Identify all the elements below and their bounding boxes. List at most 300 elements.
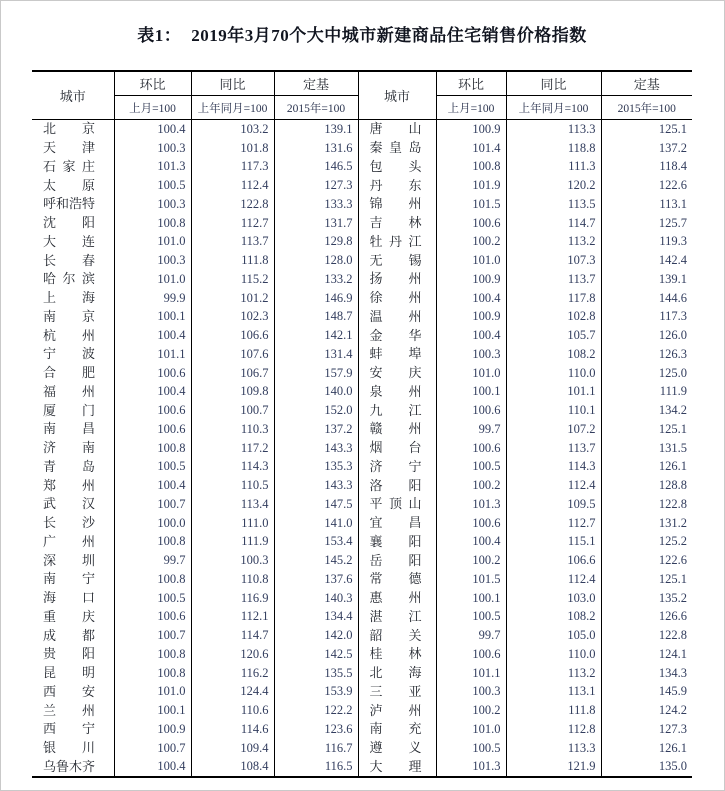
mom-value-left: 100.5 (114, 176, 191, 195)
yoy-value-left: 116.9 (191, 589, 274, 608)
mom-value-left: 100.1 (114, 308, 191, 327)
yoy-value-right: 109.5 (506, 495, 601, 514)
mom-value-left: 100.4 (114, 758, 191, 778)
fixed-value-left: 137.6 (274, 570, 358, 589)
city-name: 福州 (43, 383, 95, 399)
mom-value-right: 101.4 (436, 139, 506, 158)
city-name: 常德 (369, 571, 422, 587)
fixed-value-left: 123.6 (274, 720, 358, 739)
city-cell-right (358, 195, 436, 214)
fixed-value-left: 142.0 (274, 626, 358, 645)
yoy-value-right: 113.7 (506, 439, 601, 458)
fixed-value-left: 145.2 (274, 551, 358, 570)
yoy-value-left: 100.3 (191, 551, 274, 570)
mom-value-right: 100.4 (436, 289, 506, 308)
city-name: 惠州 (369, 590, 422, 606)
city-cell-right (358, 683, 436, 702)
yoy-value-right: 113.7 (506, 270, 601, 289)
yoy-value-left: 103.2 (191, 120, 274, 139)
header-yoy-right: 同比 (506, 71, 601, 96)
mom-value-left: 100.8 (114, 214, 191, 233)
city-name: 锦州 (369, 196, 422, 212)
city-cell-right (358, 120, 436, 139)
city-name: 秦皇岛 (369, 140, 422, 156)
fixed-value-left: 146.9 (274, 289, 358, 308)
fixed-value-right: 125.7 (601, 214, 692, 233)
fixed-value-right: 131.2 (601, 514, 692, 533)
yoy-value-right: 112.7 (506, 514, 601, 533)
fixed-value-right: 128.8 (601, 476, 692, 495)
fixed-value-left: 139.1 (274, 120, 358, 139)
yoy-value-left: 110.3 (191, 420, 274, 439)
fixed-value-left: 135.3 (274, 458, 358, 477)
city-cell-right (358, 176, 436, 195)
yoy-value-right: 113.3 (506, 120, 601, 139)
yoy-value-left: 111.0 (191, 514, 274, 533)
yoy-value-left: 109.4 (191, 739, 274, 758)
yoy-value-left: 120.6 (191, 645, 274, 664)
city-name: 长沙 (43, 515, 95, 531)
city-cell-left (32, 345, 114, 364)
yoy-value-left: 101.8 (191, 139, 274, 158)
yoy-value-left: 106.6 (191, 326, 274, 345)
fixed-value-left: 122.2 (274, 701, 358, 720)
city-cell-right (358, 739, 436, 758)
mom-value-left: 100.8 (114, 645, 191, 664)
yoy-value-right: 111.3 (506, 158, 601, 177)
mom-value-right: 100.9 (436, 308, 506, 327)
city-name: 桂林 (369, 646, 422, 662)
table-row (32, 439, 692, 458)
city-name: 平顶山 (369, 496, 422, 512)
city-name: 南充 (369, 721, 422, 737)
yoy-value-left: 112.4 (191, 176, 274, 195)
yoy-value-left: 113.4 (191, 495, 274, 514)
mom-value-left: 100.4 (114, 383, 191, 402)
city-name: 宁波 (43, 346, 95, 362)
yoy-value-left: 113.7 (191, 233, 274, 252)
yoy-value-left: 114.7 (191, 626, 274, 645)
table-row (32, 289, 692, 308)
mom-value-right: 101.0 (436, 364, 506, 383)
city-name: 济南 (43, 440, 95, 456)
mom-value-right: 100.4 (436, 533, 506, 552)
city-name: 银川 (43, 740, 95, 756)
table-row (32, 551, 692, 570)
city-cell-right (358, 326, 436, 345)
fixed-value-left: 127.3 (274, 176, 358, 195)
yoy-value-left: 110.5 (191, 476, 274, 495)
mom-value-right: 100.6 (436, 401, 506, 420)
city-cell-right (358, 270, 436, 289)
city-cell-left (32, 739, 114, 758)
city-name: 济宁 (369, 458, 422, 474)
mom-value-left: 100.3 (114, 195, 191, 214)
city-cell-right (358, 139, 436, 158)
city-name: 吉林 (369, 215, 422, 231)
fixed-value-right: 117.3 (601, 308, 692, 327)
table-row (32, 401, 692, 420)
table-row (32, 608, 692, 627)
mom-value-right: 100.3 (436, 683, 506, 702)
fixed-value-right: 125.1 (601, 420, 692, 439)
city-name: 包头 (369, 158, 422, 174)
table-row (32, 495, 692, 514)
mom-value-right: 100.5 (436, 458, 506, 477)
city-cell-right (358, 495, 436, 514)
city-cell-right (358, 533, 436, 552)
mom-value-right: 100.2 (436, 476, 506, 495)
fixed-value-right: 119.3 (601, 233, 692, 252)
table-row (32, 645, 692, 664)
mom-value-right: 101.0 (436, 720, 506, 739)
city-name: 丹东 (369, 177, 422, 193)
yoy-value-right: 120.2 (506, 176, 601, 195)
city-name: 成都 (43, 627, 95, 643)
city-cell-right (358, 758, 436, 778)
mom-value-right: 100.9 (436, 270, 506, 289)
city-cell-left (32, 420, 114, 439)
yoy-value-right: 112.4 (506, 476, 601, 495)
fixed-value-right: 113.1 (601, 195, 692, 214)
mom-value-right: 99.7 (436, 420, 506, 439)
fixed-value-right: 125.2 (601, 533, 692, 552)
city-name: 徐州 (369, 290, 422, 306)
table-row (32, 758, 692, 778)
mom-value-right: 101.3 (436, 758, 506, 778)
city-cell-left (32, 570, 114, 589)
table-row (32, 233, 692, 252)
fixed-value-right: 142.4 (601, 251, 692, 270)
city-cell-left (32, 514, 114, 533)
mom-value-right: 100.1 (436, 589, 506, 608)
city-cell-right (358, 551, 436, 570)
fixed-value-left: 152.0 (274, 401, 358, 420)
table-row (32, 326, 692, 345)
city-name: 蚌埠 (369, 346, 422, 362)
yoy-value-right: 112.4 (506, 570, 601, 589)
city-name: 北京 (43, 121, 95, 137)
city-name: 昆明 (43, 665, 95, 681)
fixed-value-left: 140.3 (274, 589, 358, 608)
city-name: 三亚 (369, 683, 422, 699)
table-row (32, 139, 692, 158)
mom-value-right: 100.2 (436, 701, 506, 720)
table-row (32, 570, 692, 589)
mom-value-left: 100.6 (114, 364, 191, 383)
city-name: 郑州 (43, 477, 95, 493)
fixed-value-right: 139.1 (601, 270, 692, 289)
yoy-value-right: 115.1 (506, 533, 601, 552)
mom-value-right: 101.9 (436, 176, 506, 195)
city-cell-right (358, 383, 436, 402)
table-row (32, 383, 692, 402)
yoy-value-left: 111.9 (191, 533, 274, 552)
table-title-prefix: 表1： (137, 26, 182, 45)
yoy-value-right: 117.8 (506, 289, 601, 308)
mom-value-left: 100.5 (114, 458, 191, 477)
city-name: 上海 (43, 290, 95, 306)
mom-value-left: 101.0 (114, 683, 191, 702)
yoy-value-left: 115.2 (191, 270, 274, 289)
yoy-value-left: 114.3 (191, 458, 274, 477)
city-name: 天津 (43, 140, 95, 156)
yoy-value-left: 112.1 (191, 608, 274, 627)
table-row (32, 195, 692, 214)
mom-value-right: 101.0 (436, 251, 506, 270)
mom-value-right: 101.5 (436, 570, 506, 589)
yoy-value-right: 110.0 (506, 364, 601, 383)
table-row (32, 683, 692, 702)
table-row (32, 120, 692, 139)
fixed-value-right: 124.1 (601, 645, 692, 664)
mom-value-left: 100.6 (114, 608, 191, 627)
fixed-value-left: 142.5 (274, 645, 358, 664)
city-name: 大连 (43, 233, 95, 249)
table-row (32, 308, 692, 327)
city-cell-right (358, 401, 436, 420)
yoy-value-left: 109.8 (191, 383, 274, 402)
city-cell-right (358, 345, 436, 364)
city-name: 泸州 (369, 702, 422, 718)
price-index-table (32, 70, 692, 778)
city-name: 九江 (369, 402, 422, 418)
yoy-value-left: 111.8 (191, 251, 274, 270)
city-name: 北海 (369, 665, 422, 681)
city-name: 太原 (43, 177, 95, 193)
city-cell-right (358, 289, 436, 308)
city-cell-left (32, 608, 114, 627)
mom-value-right: 100.6 (436, 514, 506, 533)
yoy-value-left: 100.7 (191, 401, 274, 420)
fixed-value-right: 125.1 (601, 120, 692, 139)
mom-value-left: 100.7 (114, 495, 191, 514)
yoy-value-right: 113.3 (506, 739, 601, 758)
fixed-value-left: 153.4 (274, 533, 358, 552)
table-row (32, 364, 692, 383)
city-cell-left (32, 495, 114, 514)
yoy-value-left: 112.7 (191, 214, 274, 233)
mom-value-left: 99.9 (114, 289, 191, 308)
city-cell-right (358, 626, 436, 645)
yoy-value-right: 118.8 (506, 139, 601, 158)
header-fixed-base-left: 2015年=100 (274, 96, 358, 120)
city-name: 海口 (43, 590, 95, 606)
city-name: 扬州 (369, 271, 422, 287)
city-cell-left (32, 270, 114, 289)
city-cell-right (358, 158, 436, 177)
table-body (32, 120, 692, 778)
table-row (32, 458, 692, 477)
mom-value-right: 100.4 (436, 326, 506, 345)
yoy-value-left: 107.6 (191, 345, 274, 364)
city-name: 长春 (43, 252, 95, 268)
fixed-value-left: 148.7 (274, 308, 358, 327)
mom-value-right: 100.9 (436, 120, 506, 139)
table-row (32, 533, 692, 552)
fixed-value-right: 126.1 (601, 458, 692, 477)
table-row (32, 214, 692, 233)
mom-value-right: 100.8 (436, 158, 506, 177)
table-row (32, 626, 692, 645)
yoy-value-right: 102.8 (506, 308, 601, 327)
fixed-value-left: 141.0 (274, 514, 358, 533)
table-row (32, 514, 692, 533)
city-cell-right (358, 720, 436, 739)
fixed-value-right: 137.2 (601, 139, 692, 158)
fixed-value-left: 131.6 (274, 139, 358, 158)
city-name: 兰州 (43, 702, 95, 718)
mom-value-left: 100.6 (114, 420, 191, 439)
mom-value-right: 100.1 (436, 383, 506, 402)
fixed-value-right: 135.0 (601, 758, 692, 778)
fixed-value-right: 124.2 (601, 701, 692, 720)
mom-value-left: 99.7 (114, 551, 191, 570)
city-name: 泉州 (369, 383, 422, 399)
mom-value-left: 100.3 (114, 251, 191, 270)
city-name: 广州 (43, 533, 95, 549)
fixed-value-left: 135.5 (274, 664, 358, 683)
mom-value-right: 100.6 (436, 214, 506, 233)
header-yoy-base-left: 上年同月=100 (191, 96, 274, 120)
header-yoy-left: 同比 (191, 71, 274, 96)
city-cell-left (32, 476, 114, 495)
city-name: 乌鲁木齐 (43, 758, 96, 774)
city-name: 哈尔滨 (43, 271, 95, 287)
city-cell-left (32, 720, 114, 739)
header-fixed-left: 定基 (274, 71, 358, 96)
yoy-value-right: 110.1 (506, 401, 601, 420)
city-cell-left (32, 214, 114, 233)
header-fixed-right: 定基 (601, 71, 692, 96)
city-cell-right (358, 645, 436, 664)
yoy-value-right: 114.3 (506, 458, 601, 477)
city-name: 湛江 (369, 608, 422, 624)
city-name: 宜昌 (369, 515, 422, 531)
table-row (32, 720, 692, 739)
header-yoy-base-right: 上年同月=100 (506, 96, 601, 120)
mom-value-left: 101.3 (114, 158, 191, 177)
header-mom-right: 环比 (436, 71, 506, 96)
fixed-value-right: 145.9 (601, 683, 692, 702)
fixed-value-left: 116.5 (274, 758, 358, 778)
yoy-value-left: 102.3 (191, 308, 274, 327)
city-name: 大理 (369, 758, 422, 774)
mom-value-left: 100.4 (114, 476, 191, 495)
yoy-value-left: 116.2 (191, 664, 274, 683)
fixed-value-left: 137.2 (274, 420, 358, 439)
city-name: 襄阳 (369, 533, 422, 549)
city-name: 武汉 (43, 496, 95, 512)
city-cell-left (32, 308, 114, 327)
mom-value-left: 100.5 (114, 589, 191, 608)
header-mom-left: 环比 (114, 71, 191, 96)
mom-value-left: 101.0 (114, 233, 191, 252)
yoy-value-right: 113.2 (506, 233, 601, 252)
mom-value-left: 100.8 (114, 533, 191, 552)
mom-value-left: 100.1 (114, 701, 191, 720)
yoy-value-left: 106.7 (191, 364, 274, 383)
table-row (32, 589, 692, 608)
fixed-value-left: 142.1 (274, 326, 358, 345)
fixed-value-right: 122.8 (601, 495, 692, 514)
mom-value-left: 100.4 (114, 326, 191, 345)
yoy-value-right: 108.2 (506, 608, 601, 627)
city-name: 深圳 (43, 552, 95, 568)
table-row (32, 420, 692, 439)
fixed-value-left: 143.3 (274, 439, 358, 458)
city-name: 石家庄 (43, 158, 95, 174)
fixed-value-left: 129.8 (274, 233, 358, 252)
mom-value-left: 100.3 (114, 139, 191, 158)
city-name: 洛阳 (369, 477, 422, 493)
city-cell-left (32, 683, 114, 702)
fixed-value-right: 111.9 (601, 383, 692, 402)
yoy-value-right: 111.8 (506, 701, 601, 720)
yoy-value-right: 113.2 (506, 664, 601, 683)
yoy-value-left: 122.8 (191, 195, 274, 214)
yoy-value-right: 113.5 (506, 195, 601, 214)
city-cell-left (32, 645, 114, 664)
city-cell-left (32, 401, 114, 420)
city-name: 遵义 (369, 740, 422, 756)
mom-value-left: 100.9 (114, 720, 191, 739)
city-cell-left (32, 233, 114, 252)
fixed-value-right: 118.4 (601, 158, 692, 177)
mom-value-left: 100.7 (114, 626, 191, 645)
fixed-value-left: 143.3 (274, 476, 358, 495)
fixed-value-right: 125.0 (601, 364, 692, 383)
city-cell-right (358, 233, 436, 252)
mom-value-right: 100.2 (436, 233, 506, 252)
yoy-value-left: 110.8 (191, 570, 274, 589)
fixed-value-right: 126.6 (601, 608, 692, 627)
city-name: 厦门 (43, 402, 95, 418)
yoy-value-right: 113.1 (506, 683, 601, 702)
mom-value-left: 100.0 (114, 514, 191, 533)
table-row (32, 158, 692, 177)
city-name: 牡丹江 (369, 233, 422, 249)
table-title (32, 21, 692, 46)
yoy-value-right: 112.8 (506, 720, 601, 739)
mom-value-right: 101.3 (436, 495, 506, 514)
city-cell-left (32, 120, 114, 139)
yoy-value-right: 101.1 (506, 383, 601, 402)
city-cell-right (358, 458, 436, 477)
city-cell-left (32, 158, 114, 177)
header-mom-base-left: 上月=100 (114, 96, 191, 120)
city-name: 沈阳 (43, 215, 95, 231)
fixed-value-right: 126.1 (601, 739, 692, 758)
table-row (32, 664, 692, 683)
city-name: 金华 (369, 327, 422, 343)
fixed-value-right: 127.3 (601, 720, 692, 739)
city-cell-left (32, 701, 114, 720)
mom-value-right: 100.2 (436, 551, 506, 570)
fixed-value-right: 126.0 (601, 326, 692, 345)
fixed-value-right: 122.8 (601, 626, 692, 645)
city-name: 无锡 (369, 252, 422, 268)
city-cell-right (358, 439, 436, 458)
fixed-value-left: 133.2 (274, 270, 358, 289)
city-name: 西安 (43, 683, 95, 699)
mom-value-right: 100.6 (436, 645, 506, 664)
yoy-value-right: 121.9 (506, 758, 601, 778)
mom-value-left: 100.8 (114, 664, 191, 683)
city-cell-left (32, 326, 114, 345)
city-name: 杭州 (43, 327, 95, 343)
fixed-value-left: 147.5 (274, 495, 358, 514)
